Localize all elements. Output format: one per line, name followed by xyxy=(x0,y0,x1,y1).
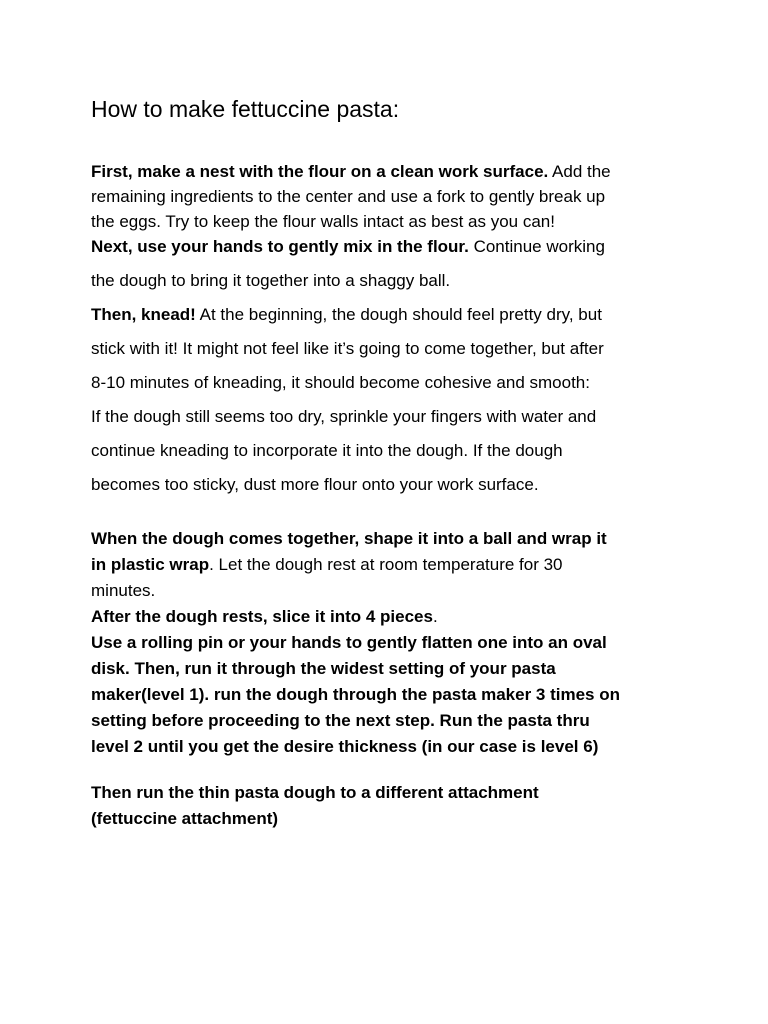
bold-text: Next, use your hands to gently mix in the flour. xyxy=(91,237,469,256)
paragraph-nest xyxy=(91,159,611,259)
bold-text: First, make a nest with the flour on a clean work surface. xyxy=(91,162,549,181)
text-line xyxy=(91,298,604,332)
text-line: 8-10 minutes of kneading, it should become cohesive and smooth: xyxy=(91,373,590,392)
paragraph-knead xyxy=(91,264,604,502)
body-text: Add the xyxy=(548,162,611,181)
page-title: How to make fettuccine pasta: xyxy=(91,96,400,122)
text-line: stick with it! It might not feel like it’s going to come together, but after xyxy=(91,339,604,358)
text-line: continue kneading to incorporate it into the dough. If the dough xyxy=(91,441,563,460)
paragraph-rest-and-roll xyxy=(91,526,620,760)
body-text: . xyxy=(432,607,438,626)
text-line: Then run the thin pasta dough to a different attachment xyxy=(91,783,539,802)
text-line: When the dough comes together, shape it into a ball and wrap it xyxy=(91,529,607,548)
text-line: the eggs. Try to keep the flour walls intact as best as you can! xyxy=(91,212,555,231)
text-line: level 2 until you get the desire thickness (in our case is level 6) xyxy=(91,737,599,756)
text-line: the dough to bring it together into a shaggy ball. xyxy=(91,271,451,290)
bold-text: in plastic wrap xyxy=(91,555,210,574)
text-line xyxy=(91,604,620,630)
body-text: At the beginning, the dough should feel pretty dry, but xyxy=(195,305,602,324)
text-line: remaining ingredients to the center and use a fork to gently break up xyxy=(91,187,606,206)
text-line xyxy=(91,552,620,578)
text-line: Use a rolling pin or your hands to gently flatten one into an oval xyxy=(91,633,607,652)
paragraph-attachment xyxy=(91,780,539,832)
bold-text: After the dough rests, slice it into 4 pieces xyxy=(91,607,433,626)
text-line: disk. Then, run it through the widest setting of your pasta xyxy=(91,659,556,678)
text-line xyxy=(91,159,611,184)
text-line: (fettuccine attachment) xyxy=(91,809,279,828)
body-text: Continue working xyxy=(468,237,605,256)
text-line: maker(level 1). run the dough through the pasta maker 3 times on xyxy=(91,685,621,704)
text-line: becomes too sticky, dust more flour onto your work surface. xyxy=(91,475,539,494)
body-text: . Let the dough rest at room temperature for 30 xyxy=(209,555,563,574)
bold-text: Then, knead! xyxy=(91,305,196,324)
text-line: setting before proceeding to the next step. Run the pasta thru xyxy=(91,711,590,730)
text-line: If the dough still seems too dry, sprinkle your fingers with water and xyxy=(91,407,597,426)
text-line: minutes. xyxy=(91,581,156,600)
text-line xyxy=(91,234,611,259)
